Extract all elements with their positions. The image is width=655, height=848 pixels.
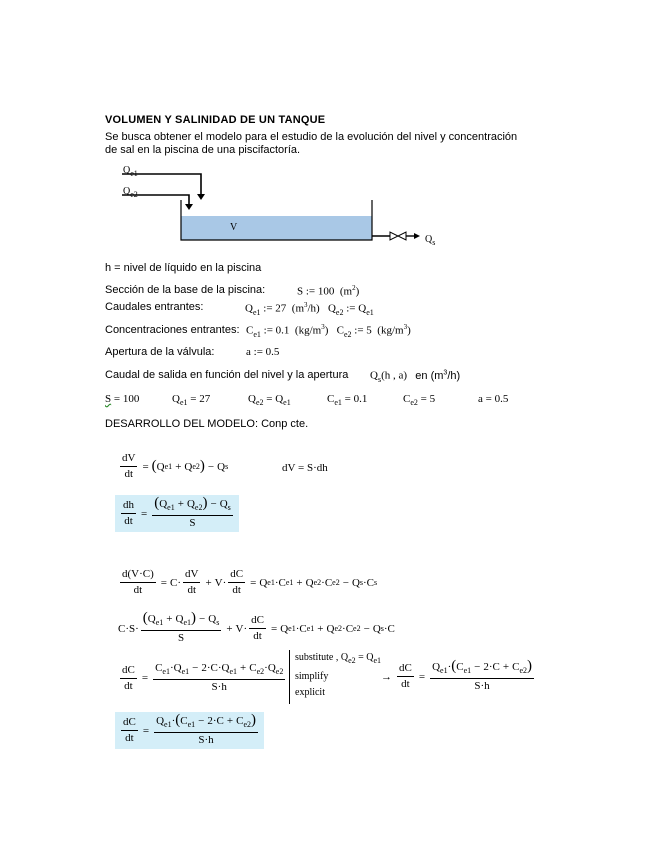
valve-label: Apertura de la válvula:	[105, 346, 215, 358]
eval-a: a = 0.5	[478, 393, 509, 405]
keyword-simplify: simplify	[295, 671, 329, 682]
outflow-expr: $Q_s(h$ , a) en $(m^3/h)$	[370, 369, 461, 384]
flows-expr: $Q_{e1}$ := 27 $(m^3/h)$ $Q_{e2}$ := $Q_{e1}$	[245, 301, 374, 317]
qe2-label: $Q_{e2}$	[123, 186, 138, 199]
equation-dvc-dt: $\frac{d(V\cdot C)}{dt}$ = C· $\frac{dV}{dt}$ + V· $\frac{dC}{dt}$ = Q e1 ·C e1 + Q e2 ·C e2 − Q s ·C s	[122, 568, 378, 596]
section-label: Sección de la base de la piscina:	[105, 284, 266, 296]
volume-label: V	[230, 222, 238, 233]
equation-dc-dt-result: → $\frac{dC}{dt}$ = $\frac{Q_{e1}\cdot(C_{e1} - 2\cdot C + C_{e2})}{S\cdot h}$	[381, 658, 532, 693]
tank-diagram	[100, 158, 460, 258]
keyword-substitute: substitute , $Q_{e2} = Q_{e1}$	[295, 652, 382, 665]
eval-ce2: $C_{e2} = 5$	[403, 393, 436, 408]
equation-dc-dt: $\frac{dC}{dt}$ = $\frac{C_{e1}\cdot Q_{e1} - 2\cdot C\cdot Q_{e1} + C_{e2}\cdot Q_{e2}}{S\cdot h}$	[122, 662, 284, 694]
section-expr: S := 100 $(m^2)$	[297, 284, 360, 298]
intro-line-2: de sal en la piscina de una piscifactoría.	[105, 144, 301, 156]
equation-cs: C·S· $\frac{(Q_{e1} + Q_{e1}) - Q_s}{S}$ + V· $\frac{dC}{dt}$ = Q e1 ·C e1 + Q e2 ·C e2 − Q s ·C	[118, 610, 395, 645]
qe1-label: $Q_{e1}$	[123, 165, 138, 178]
dev-title: DESARROLLO DEL MODELO: Conp cte.	[105, 418, 309, 430]
concs-label: Concentraciones entrantes:	[105, 324, 240, 336]
eval-qe2: $Q_{e2} = Q_{e1}$	[248, 393, 291, 408]
eval-ce1: $C_{e1} = 0.1$	[327, 393, 368, 408]
equation-dc-dt-final: $\frac{dC}{dt}$ = $\frac{Q_{e1}\cdot(C_{e1} - 2\cdot C + C_{e2})}{S\cdot h}$	[115, 712, 264, 749]
equation-dh-dt: $\frac{dh}{dt}$ = $\frac{(Q_{e1} + Q_{e2}) - Q_s}{S}$	[115, 495, 239, 532]
valve-expr: a := 0.5	[246, 346, 280, 358]
outflow-label: Caudal de salida en función del nivel y la apertura	[105, 369, 349, 381]
page-title: VOLUMEN Y SALINIDAD DE UN TANQUE	[105, 114, 326, 126]
flows-label: Caudales entrantes:	[105, 301, 204, 313]
intro-line-1: Se busca obtener el modelo para el estudio de la evolución del nivel y concentración	[105, 131, 518, 143]
symbolic-keywords	[289, 650, 381, 704]
eval-s: S = 100	[105, 393, 140, 405]
qs-label: $Q_s$	[425, 234, 436, 247]
eval-qe1: $Q_{e1} = 27$	[172, 393, 211, 408]
keyword-explicit: explicit	[295, 687, 325, 698]
h-definition: h = nivel de líquido en la piscina	[105, 262, 262, 274]
concs-expr: $C_{e1}$ := 0.1 $(kg/m^3)$ $C_{e2}$ := 5 $(kg/m^3)$	[246, 323, 411, 339]
equation-dv-dt: $\frac{dV}{dt}$ = ( Q e1 + Q e2 ) − Q s	[122, 452, 229, 480]
equation-dv: dV = S·dh	[282, 462, 328, 474]
